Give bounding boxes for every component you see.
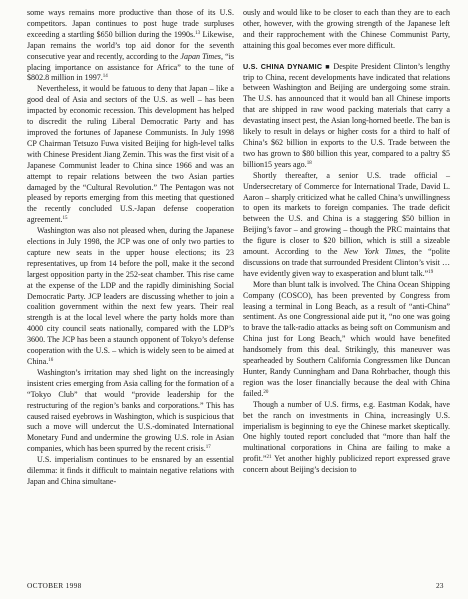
section-heading: U.S. CHINA DYNAMIC ■ bbox=[243, 61, 331, 71]
paragraph: ously and would like to be closer to each than they are to each other, however, with the growing strength of the Japanese left and their rapprochement with the Chinese Communist Party, attaining this goal becomes ever more difficult. bbox=[243, 8, 450, 50]
paragraph: More than blunt talk is involved. The China Ocean Shipping Company (COSCO), has been prevented by Congress from leasing a terminal in Long Beach, as a result of “anti-China” sentiment. As one Congressional aide put it, “no one was going to brave the talk-radio attacks as being soft on Communism and China just for Long Beach,” which would have benefited handsomely from this deal. Strikingly, this maneuver was spearheaded by Southern California Congressmen like Duncan Hunter, Randy Cunningham and Dana Rohrbacher, though this region was the loser financially because the deal with China failed.$^{20}$ bbox=[243, 279, 450, 398]
footnote-marker: 14 bbox=[102, 74, 108, 80]
footnote-marker: 18 bbox=[306, 160, 312, 166]
page-number: 23 bbox=[436, 581, 444, 590]
paragraph: some ways remains more productive than those of its U.S. competitors. Japan continues to post huge trade surpluses exceeding a startling $650 billion during the 1990s.$^{13}$ Likewise, Japan remains the world’s top aid donor for the seventh consecutive year and recently, according to the Japan Times, “is placing importance on assistance for Africa” to the tune of $802.8 million in 1997.14 bbox=[27, 8, 235, 83]
footnote-marker: 19 bbox=[428, 269, 434, 275]
footnote-marker: 15 bbox=[62, 216, 68, 222]
left-column bbox=[27, 8, 234, 488]
footnote-marker: 20 bbox=[263, 389, 269, 395]
paragraph: Shortly thereafter, a senior U.S. trade official – Undersecretary of Commerce for International Trade, David L. Aaron – sharply criticized what he called China’s unwillingness to open its markets to foreign companies. The trade deficit between the U.S. and China is a staggering $50 billion in Beijing’s favor – and growing – though the PRC maintains that the figure is closer to $20 billion, which is still a sizeable amount. According to the New York Times, the “polite discussions on trade that surrounded President Clinton’s visit … have evidently given way to exasperation and blunt talk.”$^{19}$ bbox=[243, 170, 451, 278]
paragraph: U.S. imperialism continues to be ensnared by an essential dilemma: it finds it difficult to maintain negative relations with Japan and China simultane- bbox=[27, 455, 234, 486]
issue-date: OCTOBER 1998 bbox=[27, 581, 82, 590]
section-paragraph: U.S. CHINA DYNAMIC ■ Despite President Clinton’s lengthy trip to China, recent developments have indicated that relations between Washington and Beijing are undergoing some strain. The U.S. has announced that it would ban all Chinese imports that are shipped in raw wood packing materials that carry a devastating insect pest, the Asian long-horned beetle. The ban is likely to result in delays or higher costs for a third to half of China’s $62 billion in exports to the U.S. Trade between the two has grown to $80 billion this year, compared to a paltry $5 billion15 years ago.$^{18}$ bbox=[243, 61, 450, 169]
footnote-marker: 21 bbox=[266, 455, 272, 461]
paragraph: Though a number of U.S. firms, e.g. Eastman Kodak, have bet the ranch on investments in China, increasingly U.S. imperialism is beginning to eye the Chinese market skeptically. One highly touted report concluded that “more than half the multinational corporations in China are failing to make a profit.”$^{21}$ Yet another highly publicized report expressed grave concern about Beijing’s decision to bbox=[243, 399, 450, 475]
paragraph: Washington’s irritation may shed light on the increasingly insistent cries emerging from Asia calling for the formation of a “Tokyo Club” that would “provide leadership for the restructuring of the region’s banks and corporations.” This has caused raised eyebrows in Washington, which is suspicious that such a move will undercut the U.S.-dominated International Monetary Fund and undermine the growing U.S. role in Asian companies, which has been spurred by the recent crisis.$^{17}$ bbox=[27, 367, 234, 454]
footnote-marker: 16 bbox=[48, 358, 54, 363]
footnote-marker: 17 bbox=[205, 445, 211, 451]
paragraph: Washington was also not pleased when, during the Japanese elections in July 1998, the JCP was one of only two parties to capture new seats in the upper house elections; its 23 representatives, up from 14 before the poll, make it the second largest opposition party in the 252-seat chamber. This rise came at the expense of the LDP and the rapidly diminishing Social Democratic Party. JCP leaders are discussing whether to join a coalition government within the next few years. Their real strength is at the local level where the party holds more than 4000 city council seats nationally, compared with the LDP’s 3600. The JCP has been a staunch opponent of Tokyo’s defense cooperation with the U.S. – which is widely seen to be aimed at China.$^{16}$ bbox=[27, 226, 234, 366]
right-column bbox=[243, 8, 450, 476]
footnote-marker: 13 bbox=[195, 30, 201, 36]
paragraph: Nevertheless, it would be fatuous to deny that Japan – like a good deal of Asia and sectors of the U.S. as well – has been impacted by economic recession. This development has helped to discredit the ruling Liberal Democratic Party and has improved the fortunes of Japanese Communists. In July 1998 CP Chairman Tetsuzo Fuwa visited Beijing for high-level talks with Chinese President Jiang Zemin. This was the first visit of a Japanese Communist leader to China since 1966 and was an attempt to repair relations between the two Asian parties damaged by the “Cultural Revolution.” The Pentagon was not pleased by reports emerging from this meeting that questioned the recently concluded U.S.-Japan defense cooperation agreement.$^{15}$ bbox=[27, 84, 234, 225]
